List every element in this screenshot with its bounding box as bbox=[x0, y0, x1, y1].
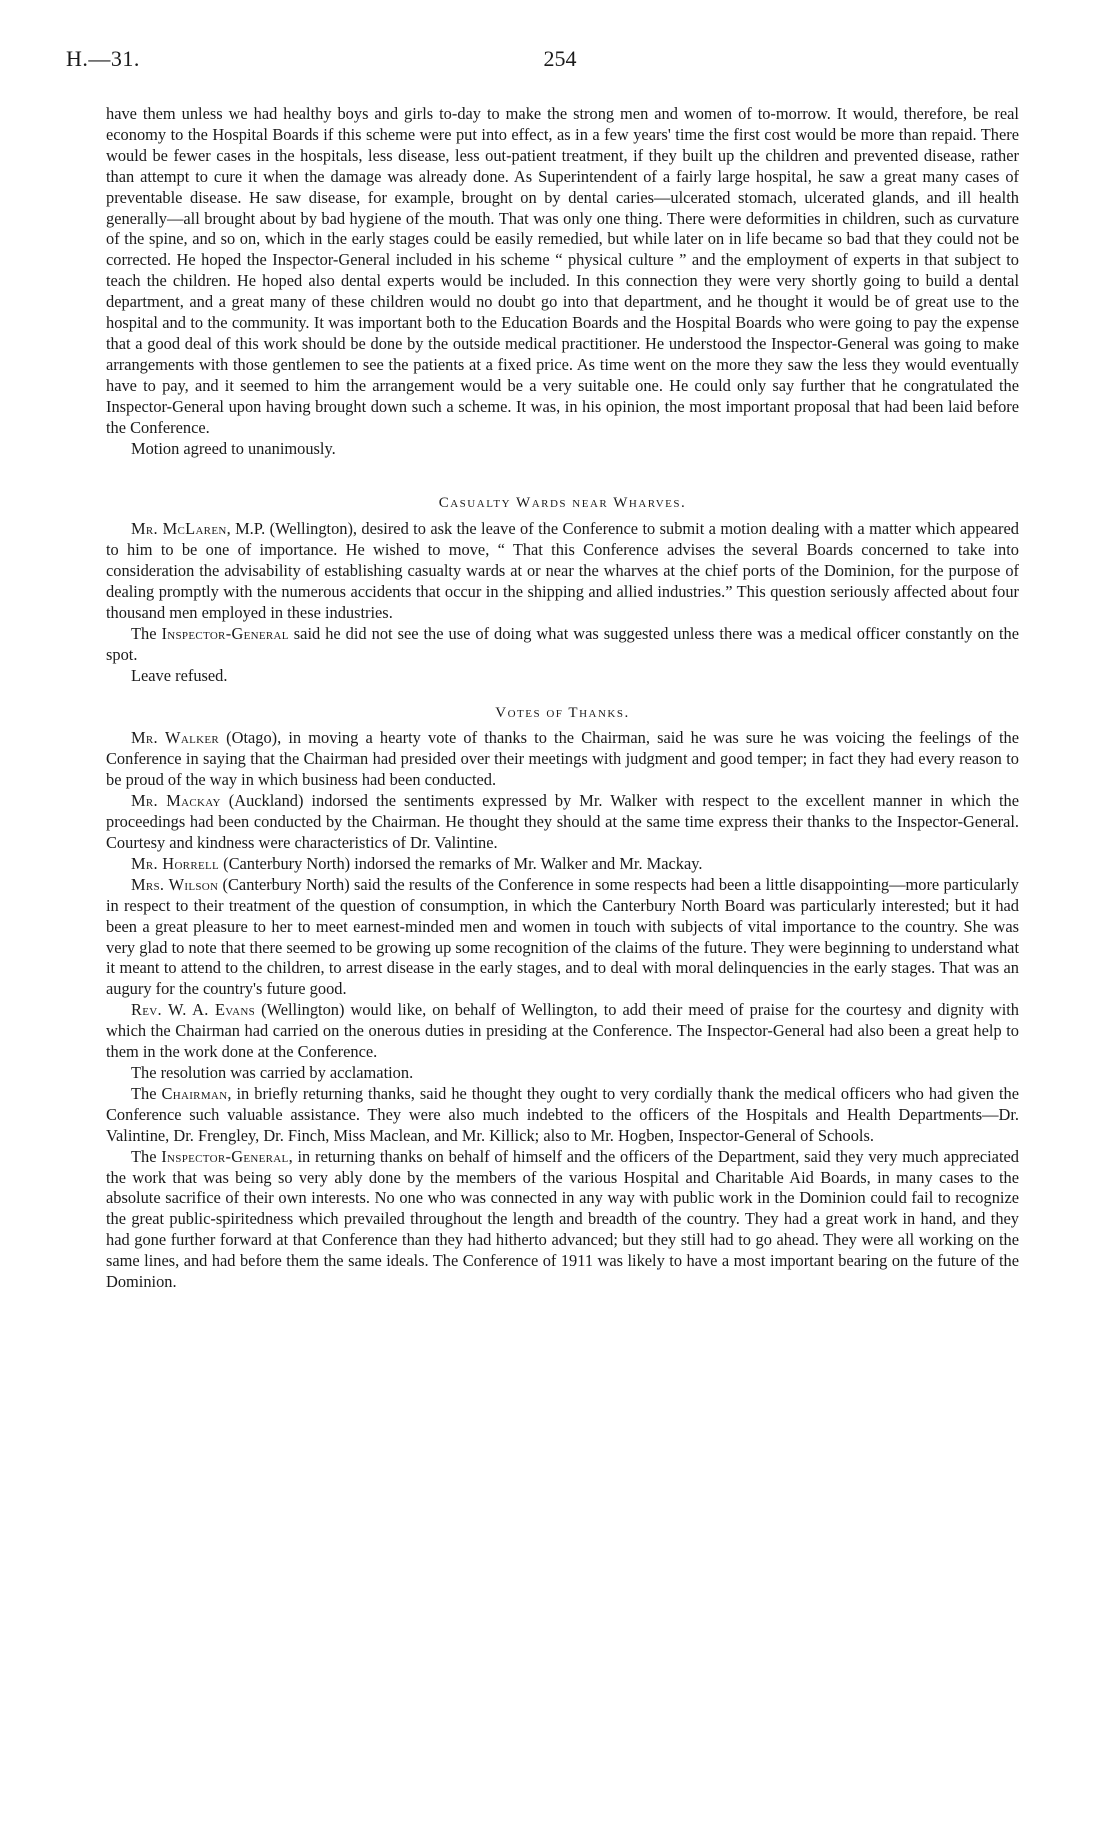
section-heading-casualty-wards: Casualty Wards near Wharves. bbox=[438, 495, 687, 512]
speaker-name: Chairman bbox=[161, 1083, 228, 1103]
paragraph-text: (Otago), in moving a hearty vote of thanks to the Chairman, said he was sure he was voicing the feelings of the Conference in saying that the Chairman had presided over their meetings with judgment and good temper; in fact they had every reason to be proud of the way in which business had been conducted. bbox=[106, 728, 1019, 790]
speaker-name: Inspector-General bbox=[161, 1146, 289, 1166]
speaker-name: Mr. Walker bbox=[131, 728, 219, 748]
paragraph-chairman bbox=[106, 1084, 1019, 1147]
paragraph-text: (Canterbury North) indorsed the remarks of Mr. Walker and Mr. Mackay. bbox=[219, 853, 703, 873]
body-text bbox=[106, 104, 1019, 1293]
paragraph-wilson bbox=[106, 875, 1019, 1000]
speaker-name: Mrs. Wilson bbox=[131, 874, 219, 894]
section-heading-votes-of-thanks: Votes of Thanks. bbox=[495, 704, 630, 721]
speaker-name: Mr. McLaren bbox=[131, 519, 227, 539]
page-header bbox=[66, 46, 1054, 76]
paragraph-inspector-general-reply bbox=[106, 624, 1019, 666]
paragraph-horrell bbox=[106, 854, 1019, 875]
paragraph-text: (Auckland) indorsed the sentiments expressed by Mr. Walker with respect to the excellent manner in which the proceedings had been conducted by the Chairman. He thought they should at the same time express their thanks to the Inspector-General. Courtesy and kindness were characteristics of Dr. Valintine. bbox=[106, 791, 1019, 852]
paragraph-inspector-general-thanks bbox=[106, 1147, 1019, 1293]
paragraph-walker bbox=[106, 728, 1019, 791]
paragraph-text: , M.P. (Wellington), desired to ask the leave of the Conference to submit a motion dealing with a matter which appeared to him to be one of importance. He wished to move, “ That this Conference advises the several Boards concerned to take into consideration the advisability of establishing casualty wards at or near the wharves at the chief ports of the Dominion, for the purpose of dealing promptly with the numerous accidents that occur in the shipping and allied industries.” This question seriously affected about four thousand men employed in these industries. bbox=[106, 519, 1019, 622]
paragraph-mackay bbox=[106, 791, 1019, 854]
paragraph-text: , in briefly returning thanks, said he thought they ought to very cordially thank the medical officers who had given the Conference such valuable assistance. They were also much indebted to the officers of the Hospitals and Health Departments—Dr. Valintine, Dr. Frengley, Dr. Finch, Miss Maclean, and Mr. Killick; also to Mr. Hogben, Inspector-General of Schools. bbox=[106, 1083, 1019, 1145]
document-reference: H.—31. bbox=[66, 46, 140, 71]
resolution-carried: The resolution was carried by acclamation. bbox=[131, 1062, 414, 1082]
article-text: The bbox=[131, 1083, 162, 1103]
motion-result: Motion agreed to unanimously. bbox=[131, 438, 336, 458]
paragraph-text: (Wellington) would like, on behalf of Wellington, to add their meed of praise for the courtesy and dignity with which the Chairman had carried on the onerous duties in presiding at the Conference. The Inspector-General had also been a great help to them in the work done at the Conference. bbox=[106, 1000, 1019, 1062]
leave-refused: Leave refused. bbox=[131, 665, 228, 685]
continued-paragraph: have them unless we had healthy boys and girls to-day to make the strong men and women of to-morrow. It would, therefore, be real economy to the Hospital Boards if this scheme were put into effect, as in a few years' time the first cost would be more than repaid. There would be fewer cases in the hospitals, less disease, less out-patient treatment, if they built up the children and prevented disease, rather than attempt to cure it when the damage was already done. As Superintendent of a fairly large hospital, he saw a great many cases of preventable disease. He saw disease, for example, brought on by dental caries—ulcerated stomach, ulcerated glands, and ill health generally—all brought about by bad hygiene of the mouth. That was only one thing. There were deformities in children, such as curvature of the spine, and so on, which in the early stages could be easily remedied, but while later on in life became so bad that they could not be corrected. He hoped the Inspector-General included in his scheme “ physical culture ” and the employment of experts in that subject to teach the children. He hoped also dental experts would be included. In this connection they were very shortly going to build a dental department, and a great many of these children would no doubt go into that department, and he thought it would be of great use to the hospital and to the community. It was important both to the Education Boards and the Hospital Boards who were going to pay the expense that a good deal of this work should be done by the outside medical practitioner. He understood the Inspector-General was going to make arrangements with those gentlemen to see the patients at a fixed price. As time went on the more they saw the less they would eventually have to pay, and it seemed to him the arrangement would be a very suitable one. He could only say further that he congratulated the Inspector-General upon having brought down such a scheme. It was, in his opinion, the most important proposal that had been laid before the Conference. bbox=[106, 104, 1019, 437]
paragraph-text: , in returning thanks on behalf of himself and the officers of the Department, said they very much appreciated the work that was being so very ably done by the members of the various Hospital and Charitable Aid Boards, in many cases to the absolute sacrifice of their own interests. No one who was connected in any way with public work in the Dominion could fail to recognize the great public-spiritedness which prevailed throughout the length and breadth of the country. They had a great work in hand, and they had gone further forward at that Conference than they had hitherto advanced; but they still had to go ahead. They were all working on the same lines, and had before them the same ideals. The Conference of 1911 was likely to have a most important bearing on the future of the Dominion. bbox=[106, 1146, 1019, 1292]
speaker-name: Rev. W. A. Evans bbox=[131, 1000, 256, 1020]
paragraph-evans bbox=[106, 1000, 1019, 1063]
article-text: The bbox=[131, 623, 162, 643]
article-text: The bbox=[131, 1146, 162, 1166]
paragraph-text: (Canterbury North) said the results of the Conference in some respects had been a little disappointing—more particularly in respect to their treatment of the question of consumption, in which the Canterbury North Board was particularly interested; but it had been a great pleasure to her to meet earnest-minded men and women in touch with subjects of vital importance to the country. She was very glad to note that there seemed to be growing up some recognition of the claims of the future. They were beginning to understand what it meant to attend to the children, to arrest disease in the early stages, and to deal with moral delinquencies in the early stages. That was an augury for the country's future good. bbox=[106, 874, 1019, 999]
speaker-name: Mr. Mackay bbox=[131, 791, 221, 811]
paragraph-text: said he did not see the use of doing what was suggested unless there was a medical officer constantly on the spot. bbox=[106, 623, 1019, 664]
speaker-name: Inspector-General bbox=[161, 623, 289, 643]
paragraph-mclaren bbox=[106, 519, 1019, 624]
page-number: 254 bbox=[543, 46, 577, 71]
speaker-name: Mr. Horrell bbox=[131, 853, 220, 873]
